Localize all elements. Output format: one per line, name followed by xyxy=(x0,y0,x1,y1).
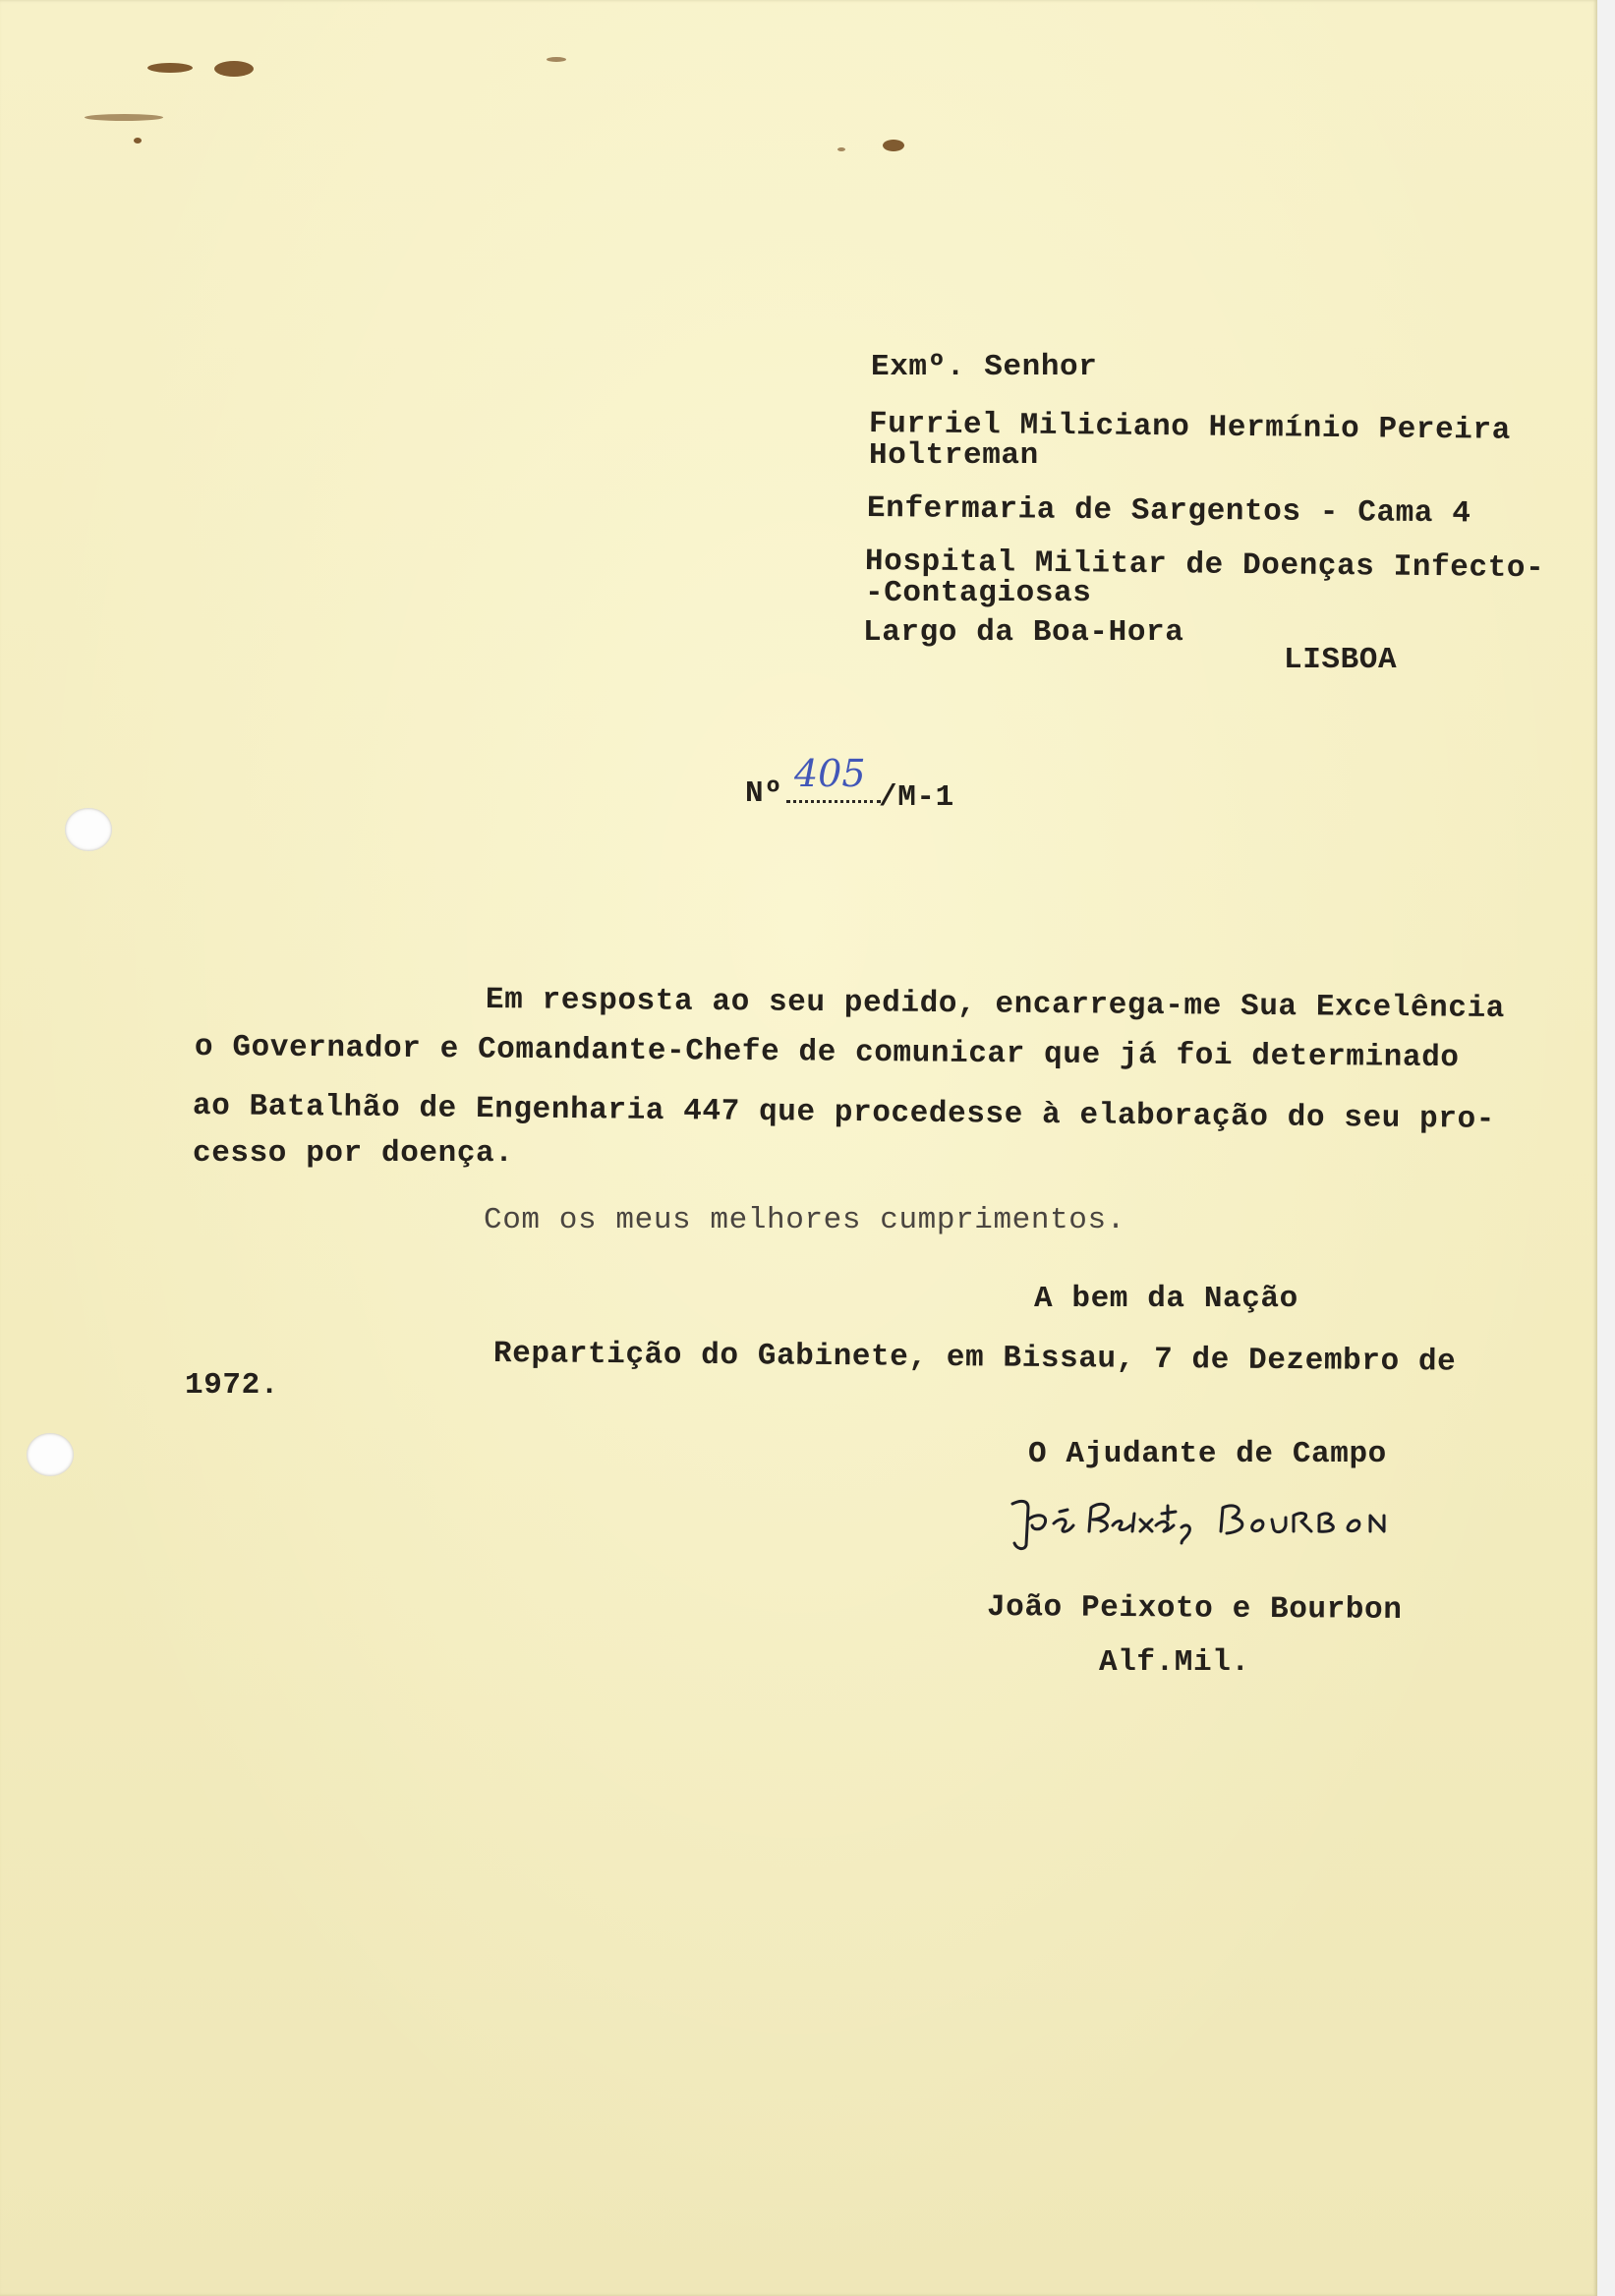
body-line-1: Em resposta ao seu pedido, encarrega-me Sua Excelência xyxy=(485,983,1506,1027)
rust-stain xyxy=(134,138,142,144)
rust-stain xyxy=(147,63,193,73)
recipient-name-line1: Furriel Miliciano Hermínio Pereira xyxy=(868,407,1512,448)
signatory-rank: Alf.Mil. xyxy=(1099,1645,1250,1680)
body-line-2: o Governador e Comandante-Chefe de comunicar que já foi determinado xyxy=(194,1030,1460,1076)
rust-stain xyxy=(883,140,904,151)
signatory-name: João Peixoto e Bourbon xyxy=(986,1590,1403,1628)
salutation: Exmº. Senhor xyxy=(871,350,1098,384)
closing: Com os meus melhores cumprimentos. xyxy=(484,1203,1125,1237)
street: Largo da Boa-Hora xyxy=(863,615,1184,650)
motto: A bem da Nação xyxy=(1034,1282,1298,1316)
reference-suffix: /M-1 xyxy=(879,780,954,815)
handwritten-signature xyxy=(999,1490,1392,1559)
punch-hole xyxy=(27,1433,74,1476)
body-line-4: cesso por doença. xyxy=(193,1136,514,1171)
signatory-title: O Ajudante de Campo xyxy=(1028,1437,1387,1471)
year: 1972. xyxy=(185,1368,280,1403)
punch-hole xyxy=(65,808,112,851)
rust-stain xyxy=(214,61,254,77)
rust-stain xyxy=(85,114,163,121)
reference-dotted-line xyxy=(786,800,881,803)
hospital-line1: Hospital Militar de Doenças Infecto- xyxy=(864,545,1545,587)
place-date: Repartição do Gabinete, em Bissau, 7 de Dezembro de xyxy=(492,1337,1457,1380)
ward: Enfermaria de Sargentos - Cama 4 xyxy=(866,491,1471,532)
body-line-3: ao Batalhão de Engenharia 447 que procedesse à elaboração do seu pro- xyxy=(192,1089,1496,1137)
reference-prefix: Nº xyxy=(745,776,783,811)
hospital-line2: -Contagiosas xyxy=(865,576,1092,610)
recipient-name-line2: Holtreman xyxy=(869,438,1039,473)
rust-stain xyxy=(837,147,845,151)
reference-number-handwritten: 405 xyxy=(794,752,866,795)
city: LISBOA xyxy=(1284,643,1398,677)
scan-edge xyxy=(1597,0,1615,2296)
rust-stain xyxy=(547,57,566,62)
